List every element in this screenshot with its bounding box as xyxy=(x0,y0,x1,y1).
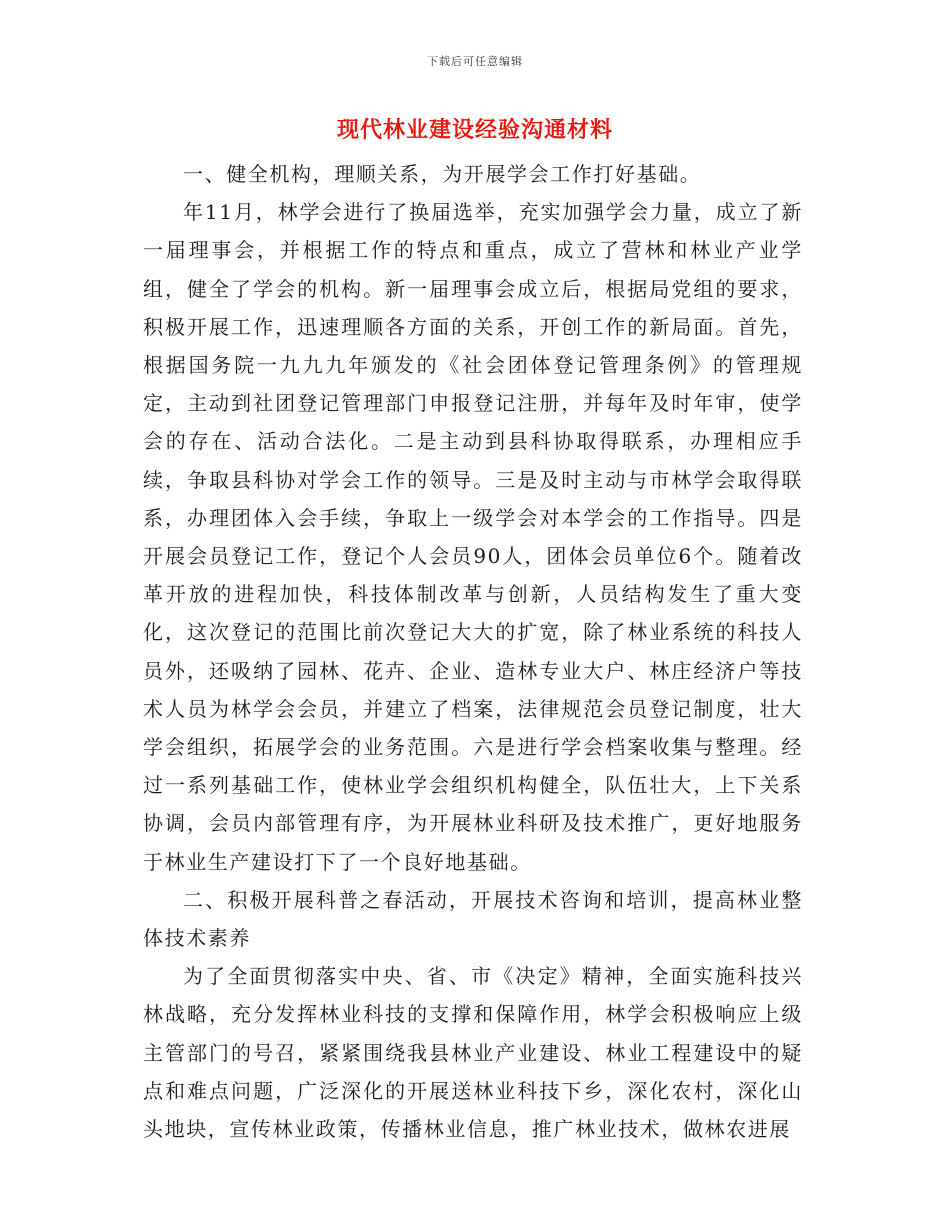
section-heading-1: 一、健全机构，理顺关系，为开展学会工作打好基础。 xyxy=(183,162,702,186)
page-header-note: 下载后可任意编辑 xyxy=(427,55,523,68)
document-title: 现代林业建设经验沟通材料 xyxy=(336,117,613,143)
body-paragraph-2: 为了全面贯彻落实中央、省、市《决定》精神，全面实施科技兴林战略，充分发挥林业科技的支撑和保障作用，林学会积极响应上级主管部门的号召，紧紧围绕我县林业产业建设、林业工程建设中的疑点和难点问题，广泛深化的开展送林业科技下乡，深化农村，深化山头地块，宣传林业政策，传播林业信息，推广林业技术，做林农进展 xyxy=(143,964,803,1142)
section-heading-2: 二、积极开展科普之春活动，开展技术咨询和培训，提高林业整体技术素养 xyxy=(143,887,803,951)
document-body xyxy=(143,155,803,1148)
body-paragraph-1: 年11月，林学会进行了换届选举，充实加强学会力量，成立了新一届理事会，并根据工作的特点和重点，成立了营林和林业产业学组，健全了学会的机构。新一届理事会成立后，根据局党组的要求，积极开展工作，迅速理顺各方面的关系，开创工作的新局面。首先，根据国务院一九九九年颁发的《社会团体登记管理条例》的管理规定，主动到社团登记管理部门申报登记注册，并每年及时年审，使学会的存在、活动合法化。二是主动到县科协取得联系，办理相应手续，争取县科协对学会工作的领导。三是及时主动与市林学会取得联系，办理团体入会手续，争取上一级学会对本学会的工作指导。四是开展会员登记工作，登记个人会员90人，团体会员单位6个。随着改革开放的进程加快，科技体制改革与创新，人员结构发生了重大变化，这次登记的范围比前次登记大大的扩宽，除了林业系统的科技人员外，还吸纳了园林、花卉、企业、造林专业大户、林庄经济户等技术人员为林学会会员，并建立了档案，法律规范会员登记制度，壮大学会组织，拓展学会的业务范围。六是进行学会档案收集与整理。经过一系列基础工作，使林业学会组织机构健全，队伍壮大，上下关系协调，会员内部管理有序，为开展林业科研及技术推广，更好地服务于林业生产建设打下了一个良好地基础。 xyxy=(143,200,803,874)
